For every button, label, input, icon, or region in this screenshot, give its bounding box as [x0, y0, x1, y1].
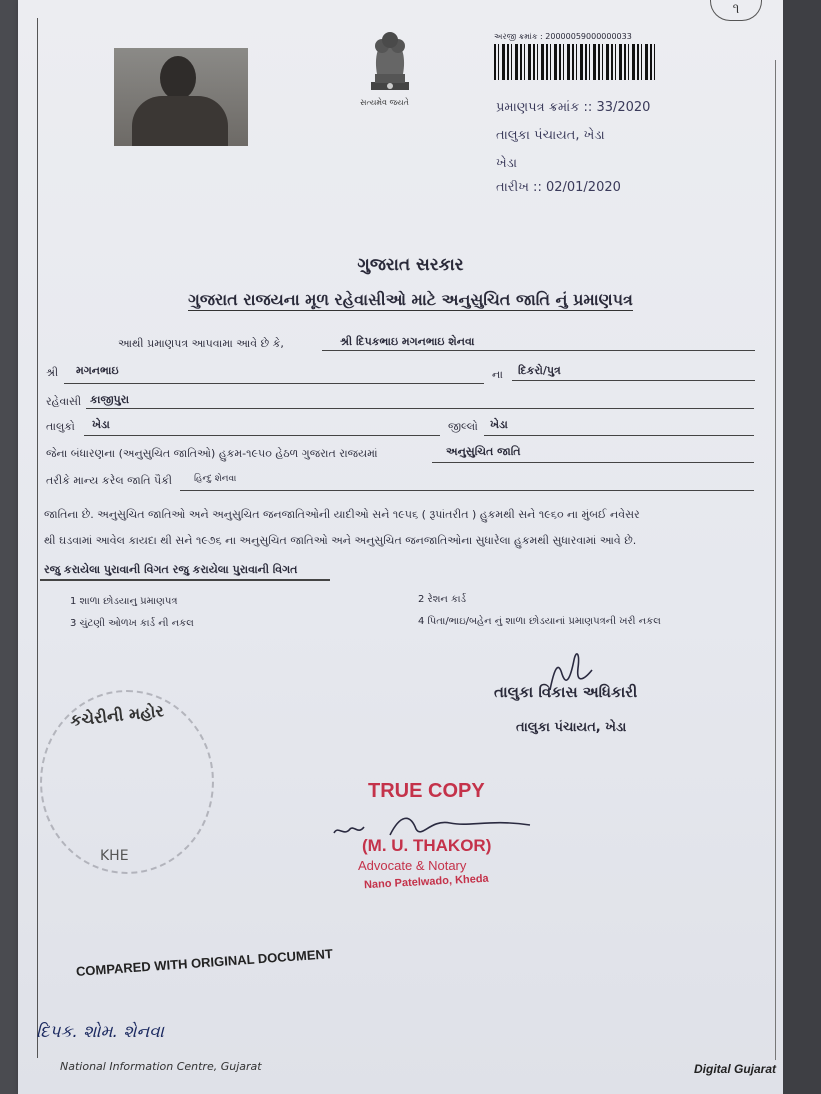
seal-text-bottom: KHE: [100, 848, 129, 864]
applicant-name: શ્રી દિપકભાઇ મગનભાઇ શેનવા: [340, 335, 475, 348]
relation-line: [512, 380, 755, 381]
resident-line: [86, 408, 754, 409]
issuing-place: ખેડા: [496, 156, 518, 171]
border-left: [37, 18, 38, 1058]
category-line: [432, 462, 754, 463]
true-copy-stamp: TRUE COPY: [368, 780, 485, 802]
background-edge: [783, 0, 821, 1094]
certificate-number: પ્રમાણપત્ર ક્રમાંક :: 33/2020: [496, 100, 651, 115]
father-prefix: શ્રી: [46, 366, 59, 379]
paragraph-line-2: થી ઘડવામાં આવેલ કાયદા થી સને ૧૯૭૬ ના અનુસુચિત જાતિઓ અને અનુસુચિત જનજાતિઓના સુધારેલા હુકમથી સુધારવામાં આવે છે.: [44, 534, 637, 547]
district: ખેડા: [490, 418, 508, 431]
seal-text: કચેરીની મહોર: [69, 701, 165, 730]
taluka-line: [84, 435, 440, 436]
evidence-item: 3 ચુંટણી ઓળખ કાર્ડ ની નકલ: [70, 618, 194, 629]
emblem-motto: સત્યમેવ જયતે: [360, 98, 409, 107]
relation-label: ના: [492, 368, 503, 381]
signatory-office: તાલુકા પંચાયત, ખેડા: [516, 720, 627, 735]
taluka: ખેડા: [92, 418, 110, 431]
compared-stamp: COMPARED WITH ORIGINAL DOCUMENT: [75, 946, 334, 979]
district-label: જીલ્લો: [448, 420, 478, 433]
resident-label: રહેવાસી: [46, 395, 82, 408]
evidence-item: 2 રેશન કાર્ડ: [418, 594, 467, 605]
border-right: [775, 60, 776, 1060]
intro-label: આથી પ્રમાણપત્ર આપવામા આવે છે કે,: [118, 337, 284, 350]
father-name: મગનભાઇ: [76, 364, 119, 377]
paragraph-line-1: જાતિના છે. અનુસુચિત જાતિઓ અને અનુસુચિત જનજાતિઓની યાદીઓ સને ૧૯૫૬ ( રૂપાંતરીત ) હુકમથી સને ૧૯૬૦ ના મુંબઈ નવેસર: [44, 508, 640, 521]
footer-right: Digital Gujarat: [694, 1062, 777, 1076]
relation: દિકરો/પુત્ર: [518, 364, 561, 377]
page-number: ૧: [710, 0, 762, 21]
notary-title: Advocate & Notary: [358, 858, 467, 873]
name-line: [322, 350, 755, 351]
notary-address: Nano Patelwado, Kheda: [363, 872, 489, 892]
evidence-item: 4 પિતા/ભાઇ/બહેન નું શાળા છોડયાનાં પ્રમાણપત્રની ખરી નકલ: [418, 616, 661, 627]
application-number: અરજી ક્રમાંક : 20000059000000033: [494, 32, 632, 41]
document-title: ગુજરાત સરકાર: [357, 255, 464, 275]
notary-name: (M. U. THAKOR): [362, 836, 492, 855]
caste: હિન્દુ શેનવા: [194, 474, 237, 484]
footer-left: National Information Centre, Gujarat: [60, 1060, 262, 1073]
evidence-item: 1 શાળા છોડયાનુ પ્રમાણપત્ર: [70, 596, 178, 607]
issuing-office: તાલુકા પંચાયત, ખેડા: [496, 128, 605, 143]
document-subtitle: ગુજરાત રાજયના મૂળ રહેવાસીઓ માટે અનુસુચિત જાતિ નું પ્રમાણપત્ર: [188, 290, 633, 309]
evidence-underline: [40, 579, 330, 581]
father-line: [64, 383, 484, 384]
district-line: [484, 435, 754, 436]
signatory-designation: તાલુકા વિકાસ અધિકારી: [494, 683, 638, 701]
resident-village: કાજીપુરા: [90, 393, 130, 406]
issue-date: તારીખ :: 02/01/2020: [496, 180, 621, 195]
caste-line: [180, 490, 754, 491]
evidence-heading: રજુ કરાયેલા પુરાવાની વિગત રજુ કરાયેલા પુરાવાની વિગત: [44, 563, 298, 576]
handwritten-signature: દિપક. શોમ. શેનવા: [36, 1022, 164, 1042]
caste-label: તરીકે માન્ય કરેલ જાતિ પૈકી: [46, 474, 173, 487]
barcode: [494, 44, 658, 80]
applicant-photo: [114, 48, 248, 146]
order-label: જેના બંધારણના (અનુસુચિત જાતિઓ) હુકમ-૧૯૫૦ હેઠળ ગુજરાત રાજયમાં: [46, 447, 378, 460]
taluka-label: તાલુકો: [46, 420, 75, 433]
category: અનુસુચિત જાતિ: [446, 445, 521, 458]
